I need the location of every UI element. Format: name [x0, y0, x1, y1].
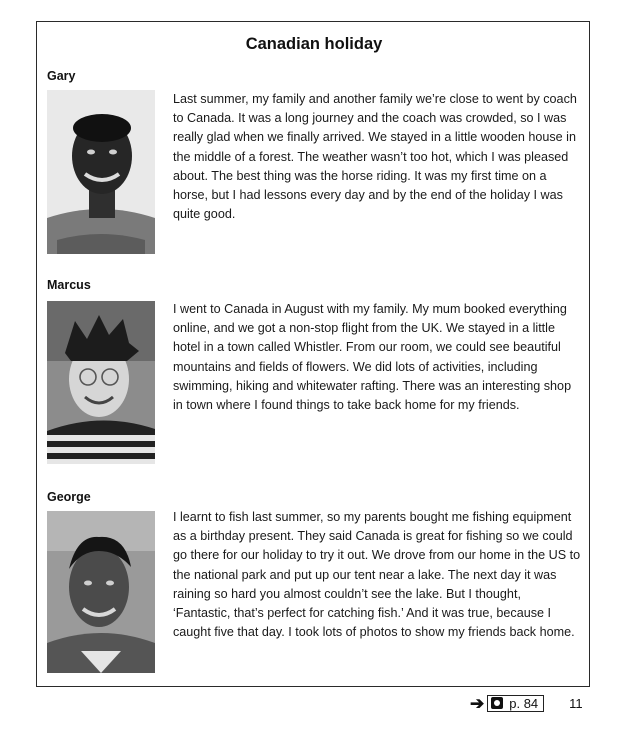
reference-label: p. 84 [509, 695, 539, 711]
photo-george [47, 511, 155, 673]
photo-gary [47, 90, 155, 254]
name-gary: Gary [47, 69, 76, 83]
workbook-reference [487, 695, 544, 712]
page-number: 11 [569, 695, 583, 711]
arrow-right-icon: ➔ [470, 693, 485, 713]
story-gary: Last summer, my family and another family we’re close to went by coach to Canada. It was a long journey and the coach was crowded, so I was really glad when we finally arrived. We stayed in a little wooden house in the middle of a forest. The weather wasn’t too hot, which I was pleased about. The best thing was the horse riding. It was my first time on a horse, but I had lessons every day and by the end of the holiday I was quite good. [173, 92, 577, 222]
story-marcus: I went to Canada in August with my family. My mum booked everything online, and we got a non-stop flight from the UK. We stayed in a little hotel in a town called Whistler. From our room, we could see beautiful mountains and fields of flowers. We did lots of activities, including swimming, hiking and whitewater rafting. There was an interesting shop in town where I found things to take back home for my friends. [173, 302, 572, 413]
photo-marcus [47, 301, 155, 464]
story-george: I learnt to fish last summer, so my parents bought me fishing equipment as a birthday present. They said Canada is great for fishing so we could go there for our holiday to try it out. We drove from our home in the US to the national park and put up our tent near a lake. The next day it was raining so hard you almost couldn’t see the lake. But I thought, ‘Fantastic, that’s perfect for catching fish.’ And it was true, because I caught five that day. I took lots of photos to show my friends back home. [173, 510, 581, 640]
name-marcus: Marcus [47, 278, 91, 292]
name-george: George [47, 490, 91, 504]
page-footer [470, 692, 583, 714]
article-title: Canadian holiday [245, 35, 383, 53]
article-frame [36, 21, 590, 687]
workbook-icon [491, 697, 503, 709]
